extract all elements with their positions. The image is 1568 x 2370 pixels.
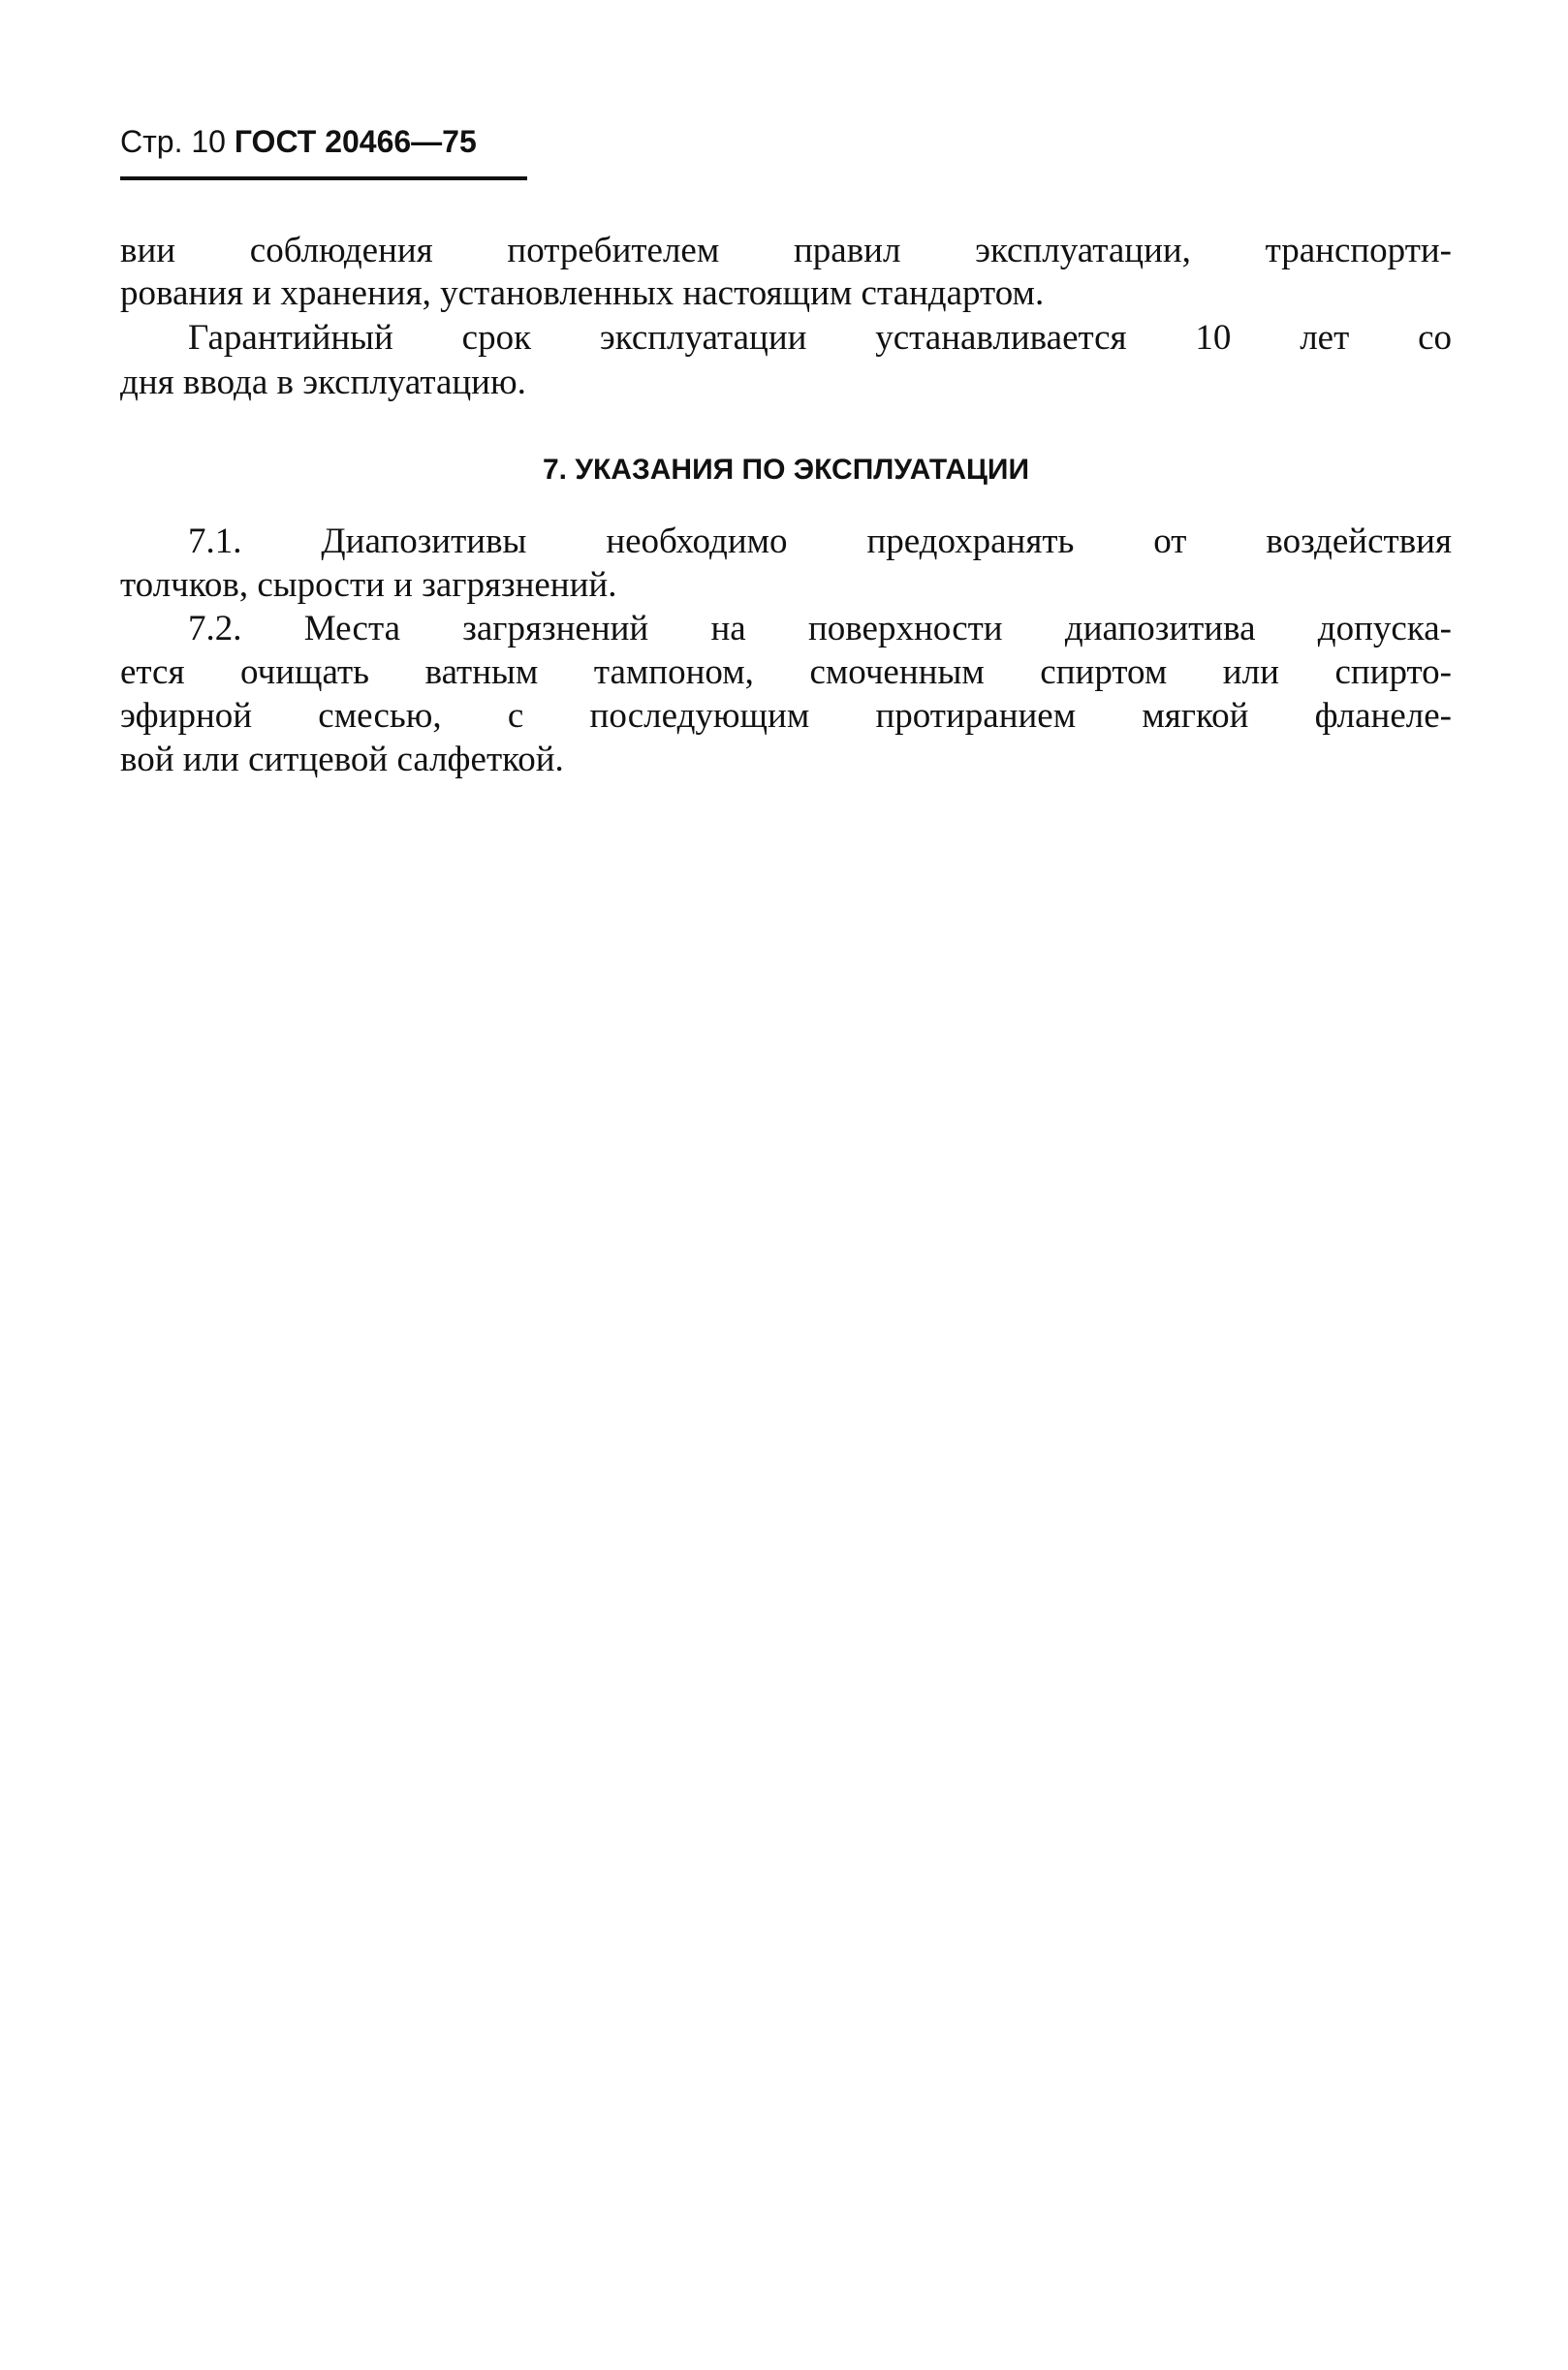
text-line: вой или ситцевой салфеткой. — [120, 740, 564, 779]
text-line: дня ввода в эксплуатацию. — [120, 363, 526, 402]
text-line: Гарантийный срок эксплуатации устанавливается 10 лет со — [188, 318, 1452, 358]
text-line: рования и хранения, установленных настоящим стандартом. — [120, 273, 1045, 313]
section-heading: 7. УКАЗАНИЯ ПО ЭКСПЛУАТАЦИИ — [542, 454, 1030, 486]
text-line: вии соблюдения потребителем правил эксплуатации, транспорти- — [120, 231, 1452, 270]
text-line: толчков, сырости и загрязнений. — [120, 565, 617, 605]
standard-number: ГОСТ 20466—75 — [234, 124, 477, 159]
text-line: 7.1. Диапозитивы необходимо предохранять от воздействия — [188, 521, 1452, 561]
page-header — [120, 124, 477, 160]
text-line: 7.2. Места загрязнений на поверхности диапозитива допуска- — [188, 609, 1452, 648]
text-line: эфирной смесью, с последующим протиранием мягкой фланеле- — [120, 696, 1452, 736]
header-rule — [120, 176, 527, 180]
text-line: ется очищать ватным тампоном, смоченным спиртом или спирто- — [120, 652, 1452, 692]
page-number: Стр. 10 — [120, 124, 226, 159]
